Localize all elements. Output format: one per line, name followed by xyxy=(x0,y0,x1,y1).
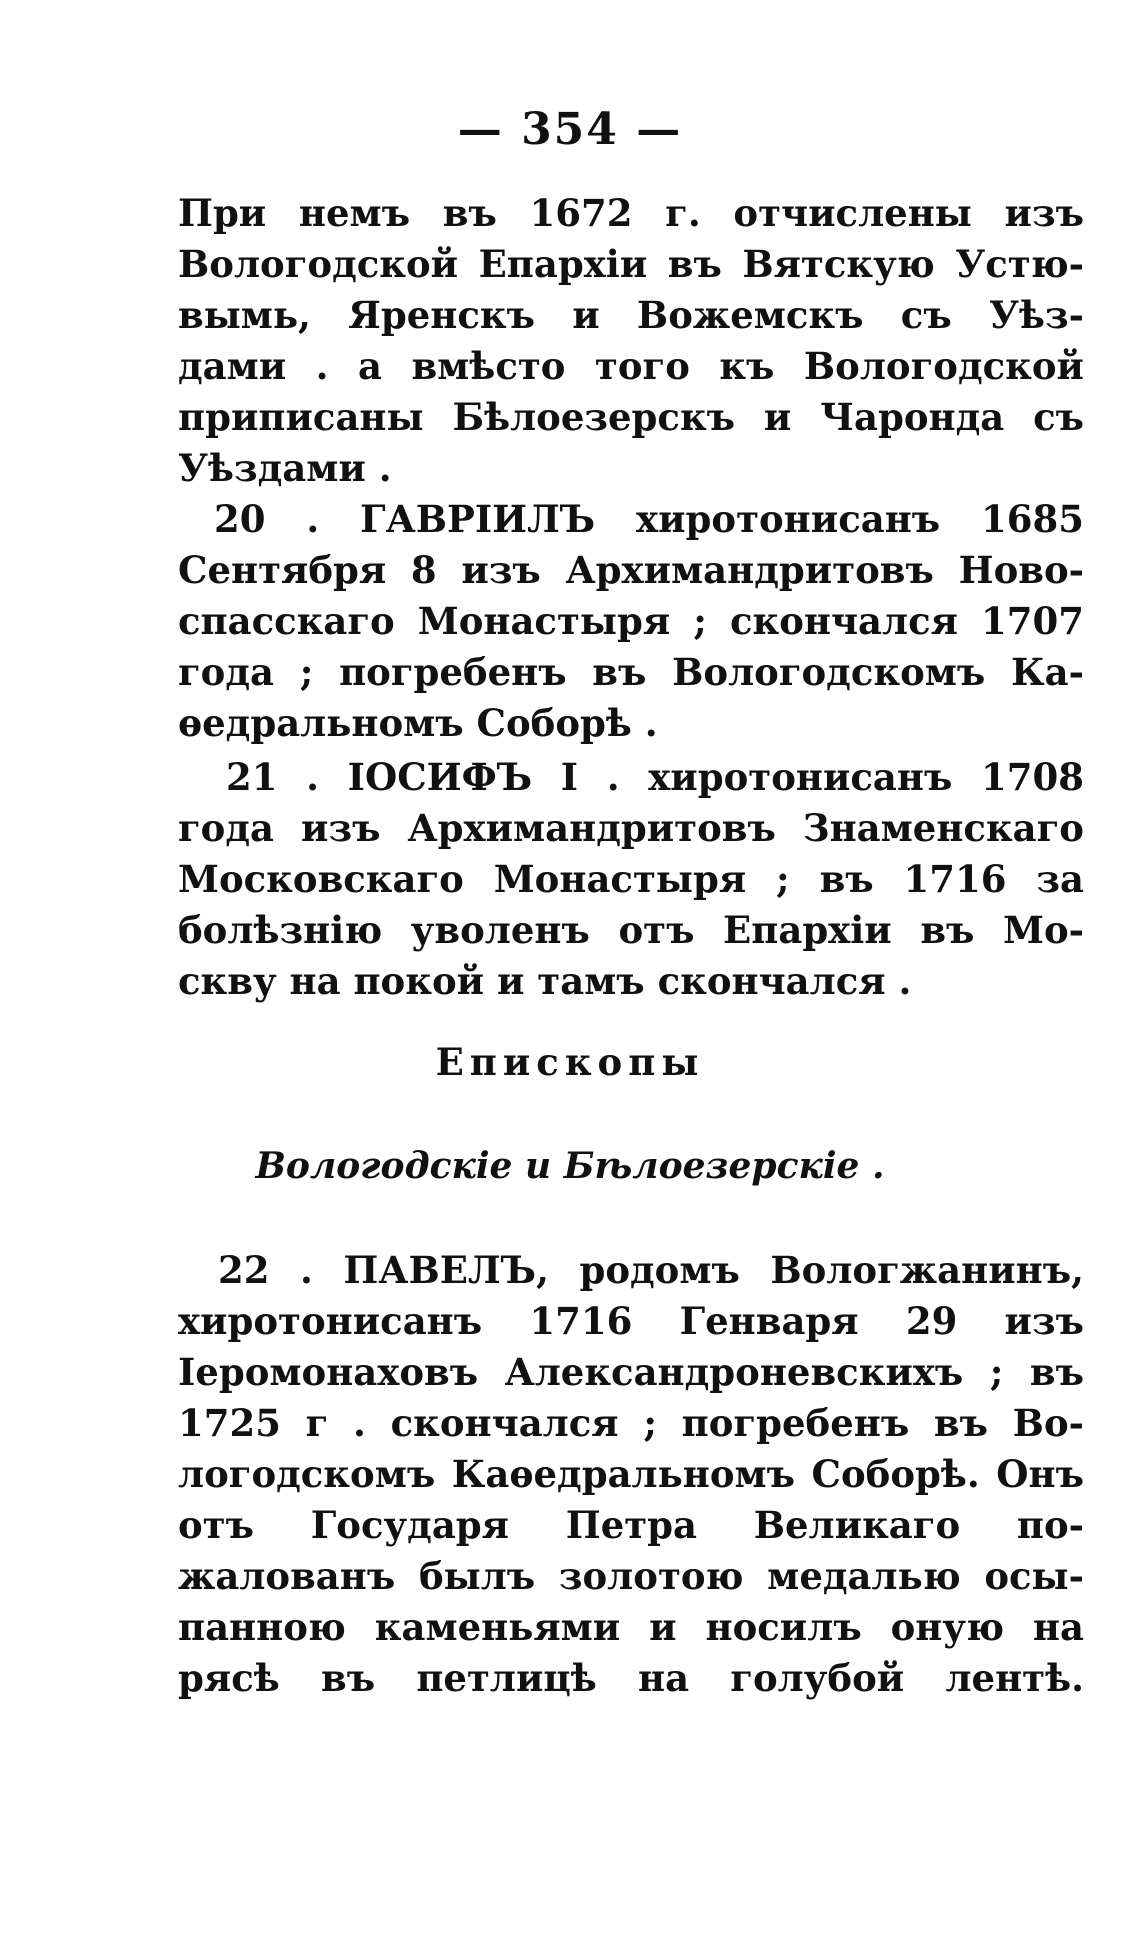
text-line: логодскомъ Каѳедральномъ Соборѣ. Онъ xyxy=(178,1452,1084,1496)
text-line: Вологодской Епархіи въ Вятскую Устю- xyxy=(178,242,1084,286)
text-line: 21 . ІОСИФЪ І . хиротонисанъ 1708 xyxy=(226,755,1084,799)
text-line: 22 . ПАВЕЛЪ, родомъ Вологжанинъ, xyxy=(218,1248,1084,1292)
text-line: болѣзнію уволенъ отъ Епархіи въ Мо- xyxy=(178,908,1084,952)
text-line: скву на покой и тамъ скончался . xyxy=(178,959,912,1003)
paragraph-iosif xyxy=(178,752,1084,1007)
text-line: года изъ Архимандритовъ Знаменскаго xyxy=(178,806,1084,850)
text-line: вымь, Яренскъ и Вожемскъ съ Уѣз- xyxy=(178,293,1084,337)
text-line: дами . а вмѣсто того къ Вологодской xyxy=(178,344,1084,388)
paragraph-gavriil xyxy=(178,494,1084,749)
text-line: Сентября 8 изъ Архимандритовъ Ново- xyxy=(178,548,1084,592)
paragraph-pavel xyxy=(178,1245,1084,1704)
section-subheading: Вологодскіе и Бѣлоезерскіе . xyxy=(255,1145,885,1187)
page-number: — 354 — xyxy=(457,104,683,155)
text-line: ѳедральномъ Соборѣ . xyxy=(178,701,658,745)
text-line: приписаны Бѣлоезерскъ и Чаронда съ xyxy=(178,395,1084,439)
text-line: 1725 г . скончался ; погребенъ въ Во- xyxy=(178,1401,1084,1445)
text-line: спасскаго Монастыря ; скончался 1707 xyxy=(178,599,1084,643)
text-line: жалованъ былъ золотою медалью осы- xyxy=(178,1554,1084,1598)
text-line: года ; погребенъ въ Вологодскомъ Ка- xyxy=(178,650,1084,694)
section-heading: Епископы xyxy=(435,1040,705,1084)
text-line: отъ Государя Петра Великаго по- xyxy=(178,1503,1084,1547)
text-line: Уѣздами . xyxy=(178,446,392,490)
text-line: Московскаго Монастыря ; въ 1716 за xyxy=(178,857,1084,901)
text-line: рясѣ въ петлицѣ на голубой лентѣ. xyxy=(178,1656,1084,1700)
text-line: панною каменьями и носилъ оную на xyxy=(178,1605,1084,1649)
text-line: Іеромонаховъ Александроневскихъ ; въ xyxy=(178,1350,1084,1394)
paragraph-gerontiy-note xyxy=(178,188,1084,494)
text-line: хиротонисанъ 1716 Генваря 29 изъ xyxy=(178,1299,1084,1343)
text-line: При немъ въ 1672 г. отчислены изъ xyxy=(178,191,1084,235)
text-line: 20 . ГАВРІИЛЪ хиротонисанъ 1685 xyxy=(214,497,1084,541)
